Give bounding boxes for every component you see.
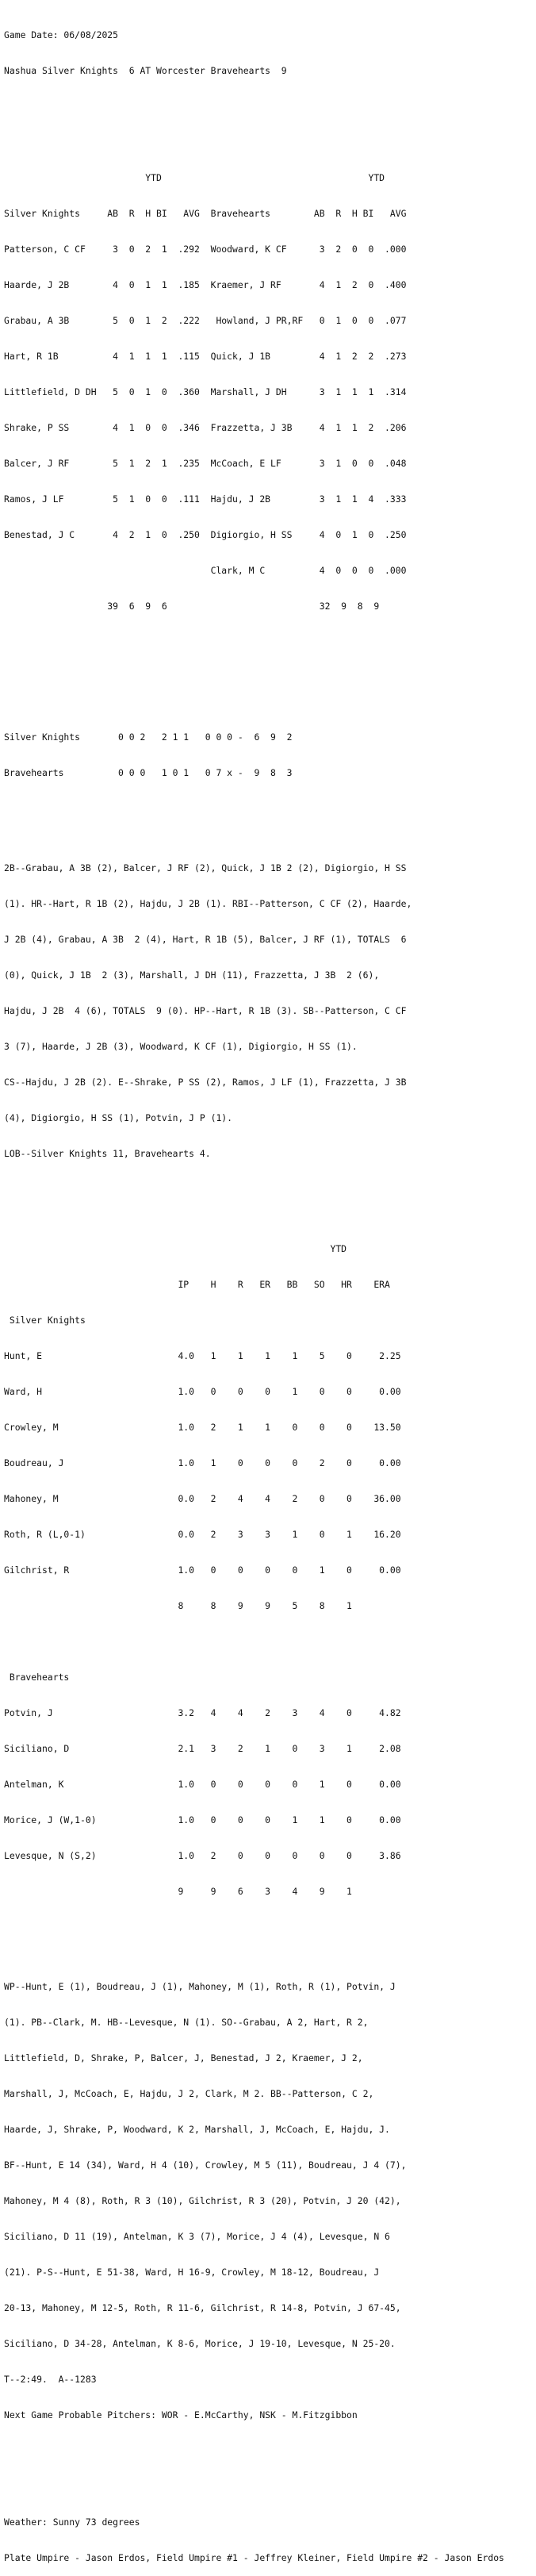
note-line: (1). PB--Clark, M. HB--Levesque, N (1). SO--Grabau, A 2, Hart, R 2, (4, 2017, 369, 2028)
note-line: Marshall, J, McCoach, E, Hajdu, J 2, Clark, M 2. BB--Patterson, C 2, (4, 2088, 374, 2099)
pitching-row: Roth, R (L,0-1) 0.0 2 3 3 1 0 1 16.20 (4, 1529, 401, 1540)
linescore (4, 708, 504, 803)
pitching-team-silver-knights: Silver Knights (4, 1315, 86, 1326)
note-line: CS--Hajdu, J 2B (2). E--Shrake, P SS (2), Ramos, J LF (1), Frazzetta, J 3B (4, 1077, 407, 1088)
note-line: BF--Hunt, E 14 (34), Ward, H 4 (10), Crowley, M 5 (11), Boudreau, J 4 (7), (4, 2159, 407, 2171)
note-line: (4), Digiorgio, H SS (1), Potvin, J P (1). (4, 1112, 233, 1123)
pitching-row: Potvin, J 3.2 4 4 2 3 4 0 4.82 (4, 1707, 401, 1718)
batting-row: Haarde, J 2B 4 0 1 1 .185 Kraemer, J RF 4 1 2 0 .400 (4, 279, 407, 290)
note-line: J 2B (4), Grabau, A 3B 2 (4), Hart, R 1B (5), Balcer, J RF (1), TOTALS 6 (4, 934, 407, 945)
pitching-row: Antelman, K 1.0 0 0 0 0 1 0 0.00 (4, 1779, 401, 1790)
linescore-row-bravehearts: Bravehearts 0 0 0 1 0 1 0 7 x - 9 8 3 (4, 767, 293, 778)
batting-header: Silver Knights AB R H BI AVG Bravehearts AB R H BI AVG (4, 208, 407, 219)
batting-totals: 39 6 9 6 32 9 8 9 (4, 601, 380, 612)
note-line: 20-13, Mahoney, M 12-5, Roth, R 11-6, Gilchrist, R 14-8, Potvin, J 67-45, (4, 2302, 401, 2313)
pitching-row: Crowley, M 1.0 2 1 1 0 0 0 13.50 (4, 1422, 401, 1433)
batting-row: Clark, M C 4 0 0 0 .000 (4, 565, 407, 576)
linescore-row-silver-knights: Silver Knights 0 0 2 2 1 1 0 0 0 - 6 9 2 (4, 731, 293, 743)
pitching-row: Hunt, E 4.0 1 1 1 1 5 0 2.25 (4, 1350, 401, 1361)
note-line: Littlefield, D, Shrake, P, Balcer, J, Benestad, J 2, Kraemer, J 2, (4, 2052, 363, 2063)
pitching-row: Siciliano, D 2.1 3 2 1 0 3 1 2.08 (4, 1743, 401, 1754)
note-line: LOB--Silver Knights 11, Bravehearts 4. (4, 1148, 211, 1159)
note-line: 2B--Grabau, A 3B (2), Balcer, J RF (2), Quick, J 1B 2 (2), Digiorgio, H SS (4, 862, 407, 873)
next-game-pitchers: Next Game Probable Pitchers: WOR - E.McCarthy, NSK - M.Fitzgibbon (4, 2409, 358, 2421)
pitching-section (4, 1219, 504, 1921)
spacer (4, 1636, 504, 1648)
game-matchup: Nashua Silver Knights 6 AT Worcester Bravehearts 9 (4, 65, 287, 76)
note-line: WP--Hunt, E (1), Boudreau, J (1), Mahoney, M (1), Roth, R (1), Potvin, J (4, 1981, 396, 1992)
batting-section (4, 148, 504, 636)
note-line: Haarde, J, Shrake, P, Woodward, K 2, Marshall, J, McCoach, E, Hajdu, J. (4, 2124, 390, 2135)
pitching-row: Boudreau, J 1.0 1 0 0 0 2 0 0.00 (4, 1457, 401, 1468)
spacer (4, 101, 504, 113)
pitching-row: Morice, J (W,1-0) 1.0 0 0 0 1 1 0 0.00 (4, 1814, 401, 1825)
note-line: 3 (7), Haarde, J 2B (3), Woodward, K CF (1), Digiorgio, H SS (1). (4, 1041, 358, 1052)
note-line: Mahoney, M 4 (8), Roth, R 3 (10), Gilchrist, R 3 (20), Potvin, J 20 (42), (4, 2195, 401, 2206)
note-line: (21). P-S--Hunt, E 51-38, Ward, H 16-9, Crowley, M 18-12, Boudreau, J (4, 2267, 380, 2278)
batting-row: Balcer, J RF 5 1 2 1 .235 McCoach, E LF 3 1 0 0 .048 (4, 458, 407, 469)
game-date: Game Date: 06/08/2025 (4, 29, 119, 40)
pitching-row: Levesque, N (S,2) 1.0 2 0 0 0 0 0 3.86 (4, 1850, 401, 1861)
pitching-notes (4, 1957, 504, 2445)
batting-notes (4, 839, 504, 1184)
batting-row: Patterson, C CF 3 0 2 1 .292 Woodward, K CF 3 2 0 0 .000 (4, 244, 407, 255)
batting-row: Hart, R 1B 4 1 1 1 .115 Quick, J 1B 4 1 2 2 .273 (4, 351, 407, 362)
game-time-attendance: T--2:49. A--1283 (4, 2374, 97, 2385)
batting-row: Benestad, J C 4 2 1 0 .250 Digiorgio, H SS 4 0 1 0 .250 (4, 529, 407, 540)
note-line: Siciliano, D 11 (19), Antelman, K 3 (7), Morice, J 4 (4), Levesque, N 6 (4, 2231, 390, 2242)
batting-ytd-label: YTD YTD (4, 172, 385, 183)
batting-row: Grabau, A 3B 5 0 1 2 .222 Howland, J PR,RF 0 1 0 0 .077 (4, 315, 407, 326)
spacer (4, 2469, 504, 2481)
pitching-team-bravehearts: Bravehearts (4, 1672, 70, 1683)
pitching-ytd-label: YTD (4, 1243, 347, 1254)
batting-row: Ramos, J LF 5 1 0 0 .111 Hajdu, J 2B 3 1 1 4 .333 (4, 493, 407, 505)
pitching-row: Ward, H 1.0 0 0 0 1 0 0 0.00 (4, 1386, 401, 1397)
spacer (4, 660, 504, 672)
pitching-header: IP H R ER BB SO HR ERA (4, 1279, 390, 1290)
umpires: Plate Umpire - Jason Erdos, Field Umpire #1 - Jeffrey Kleiner, Field Umpire #2 - Jason Erdos (4, 2552, 504, 2563)
batting-row: Shrake, P SS 4 1 0 0 .346 Frazzetta, J 3B 4 1 1 2 .206 (4, 422, 407, 433)
pitching-row: Gilchrist, R 1.0 0 0 0 0 1 0 0.00 (4, 1564, 401, 1576)
batting-row: Littlefield, D DH 5 0 1 0 .360 Marshall, J DH 3 1 1 1 .314 (4, 386, 407, 397)
box-score-document (4, 6, 504, 2576)
note-line: Siciliano, D 34-28, Antelman, K 8-6, Morice, J 19-10, Levesque, N 25-20. (4, 2338, 396, 2349)
note-line: (1). HR--Hart, R 1B (2), Hajdu, J 2B (1). RBI--Patterson, C CF (2), Haarde, (4, 898, 412, 909)
pitching-totals: 8 8 9 9 5 8 1 (4, 1600, 352, 1611)
weather: Weather: Sunny 73 degrees (4, 2516, 140, 2528)
pitching-totals: 9 9 6 3 4 9 1 (4, 1886, 352, 1897)
note-line: (0), Quick, J 1B 2 (3), Marshall, J DH (11), Frazzetta, J 3B 2 (6), (4, 969, 380, 981)
pitching-row: Mahoney, M 0.0 2 4 4 2 0 0 36.00 (4, 1493, 401, 1504)
note-line: Hajdu, J 2B 4 (6), TOTALS 9 (0). HP--Hart, R 1B (3). SB--Patterson, C CF (4, 1005, 407, 1016)
